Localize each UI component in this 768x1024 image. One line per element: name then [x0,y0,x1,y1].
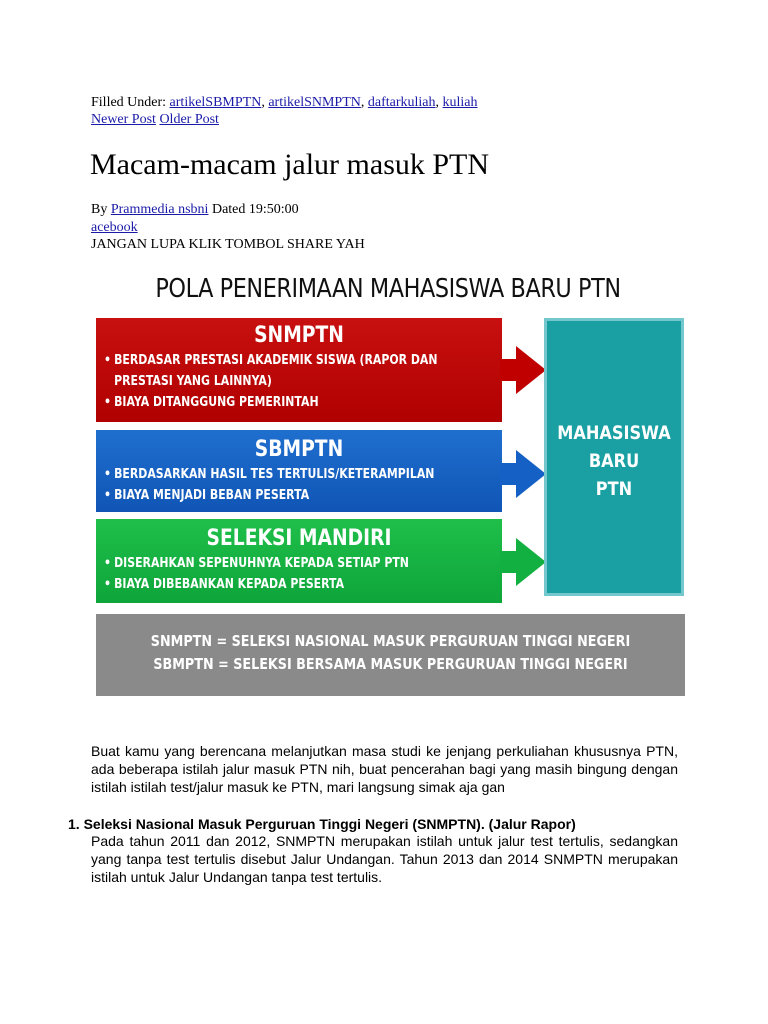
share-notice: JANGAN LUPA KLIK TOMBOL SHARE YAH [91,237,365,252]
definition-line: SNMPTN = SELEKSI NASIONAL MASUK PERGURUAN TINGGI NEGERI [150,632,631,650]
post-navigation [91,111,219,128]
band-bullet: • BERDASARKAN HASIL TES TERTULIS/KETERAMPILAN [104,467,435,482]
arrow-right-icon [500,450,546,498]
author-link[interactable]: Prammedia nsbni [110,202,209,217]
separator: , [435,95,440,110]
category-link-daftarkuliah[interactable]: daftarkuliah [367,95,436,110]
byline [91,201,299,218]
definitions-box [96,614,685,696]
band-heading: SELEKSI MANDIRI [206,526,392,551]
band-heading: SBMPTN [254,437,344,462]
target-line: PTN [595,478,633,500]
separator: , [261,95,265,110]
intro-paragraph: Buat kamu yang berencana melanjutkan masa studi ke jenjang perkuliahan khususnya PTN, ada beberapa istilah jalur masuk PTN nih, buat pencerahan bagi yang masih bingung dengan istilah istilah test/jalur masuk ke PTN, mari langsung simak aja gan [91,743,678,795]
category-link-artikelsbmptn[interactable]: artikelSBMPTN [169,95,262,110]
infographic [92,268,692,708]
dated-label: Dated 19:50:00 [211,202,299,217]
band-bullet: • BIAYA DIBEBANKAN KEPADA PESERTA [104,577,345,592]
section-paragraph: Pada tahun 2011 dan 2012, SNMPTN merupakan istilah untuk jalur test tertulis, sedangkan yang tanpa test tertulis disebut Jalur Undangan. Tahun 2013 dan 2014 SNMPTN merupakan istilah untuk Jalur Undangan tanpa test tertulis. [91,833,678,885]
page-title: Macam-macam jalur masuk PTN [90,148,490,181]
acebook-link[interactable]: acebook [91,220,138,235]
arrow-right-icon [500,538,546,586]
section-heading: 1. Seleksi Nasional Masuk Perguruan Tinggi Negeri (SNMPTN). (Jalur Rapor) [68,816,576,832]
arrow-right-icon [500,346,546,394]
band-bullet: PRESTASI YANG LAINNYA) [114,374,272,389]
older-post-link[interactable]: Older Post [159,112,219,127]
category-link-kuliah[interactable]: kuliah [442,95,478,110]
band-bullet: • BIAYA MENJADI BEBAN PESERTA [104,488,310,503]
acebook-link-line [91,219,138,236]
infographic-title: POLA PENERIMAAN MAHASISWA BARU PTN [155,274,621,304]
definition-line: SBMPTN = SELEKSI BERSAMA MASUK PERGURUAN TINGGI NEGERI [153,655,628,673]
target-line: BARU [588,450,640,472]
filled-under-label: Filled Under: [91,95,167,110]
category-link-artikelsnmptn[interactable]: artikelSNMPTN [268,95,361,110]
separator: , [360,95,365,110]
band-bullet: • BIAYA DITANGGUNG PEMERINTAH [104,395,319,410]
band-bullet: • DISERAHKAN SEPENUHNYA KEPADA SETIAP PTN [104,556,409,571]
by-label: By [91,202,108,217]
band-heading: SNMPTN [254,323,344,348]
filled-under-line [91,94,478,111]
target-box [544,318,684,596]
target-line: MAHASISWA [557,422,671,444]
band-bullet: • BERDASAR PRESTASI AKADEMIK SISWA (RAPOR DAN [104,353,438,368]
newer-post-link[interactable]: Newer Post [91,112,156,127]
